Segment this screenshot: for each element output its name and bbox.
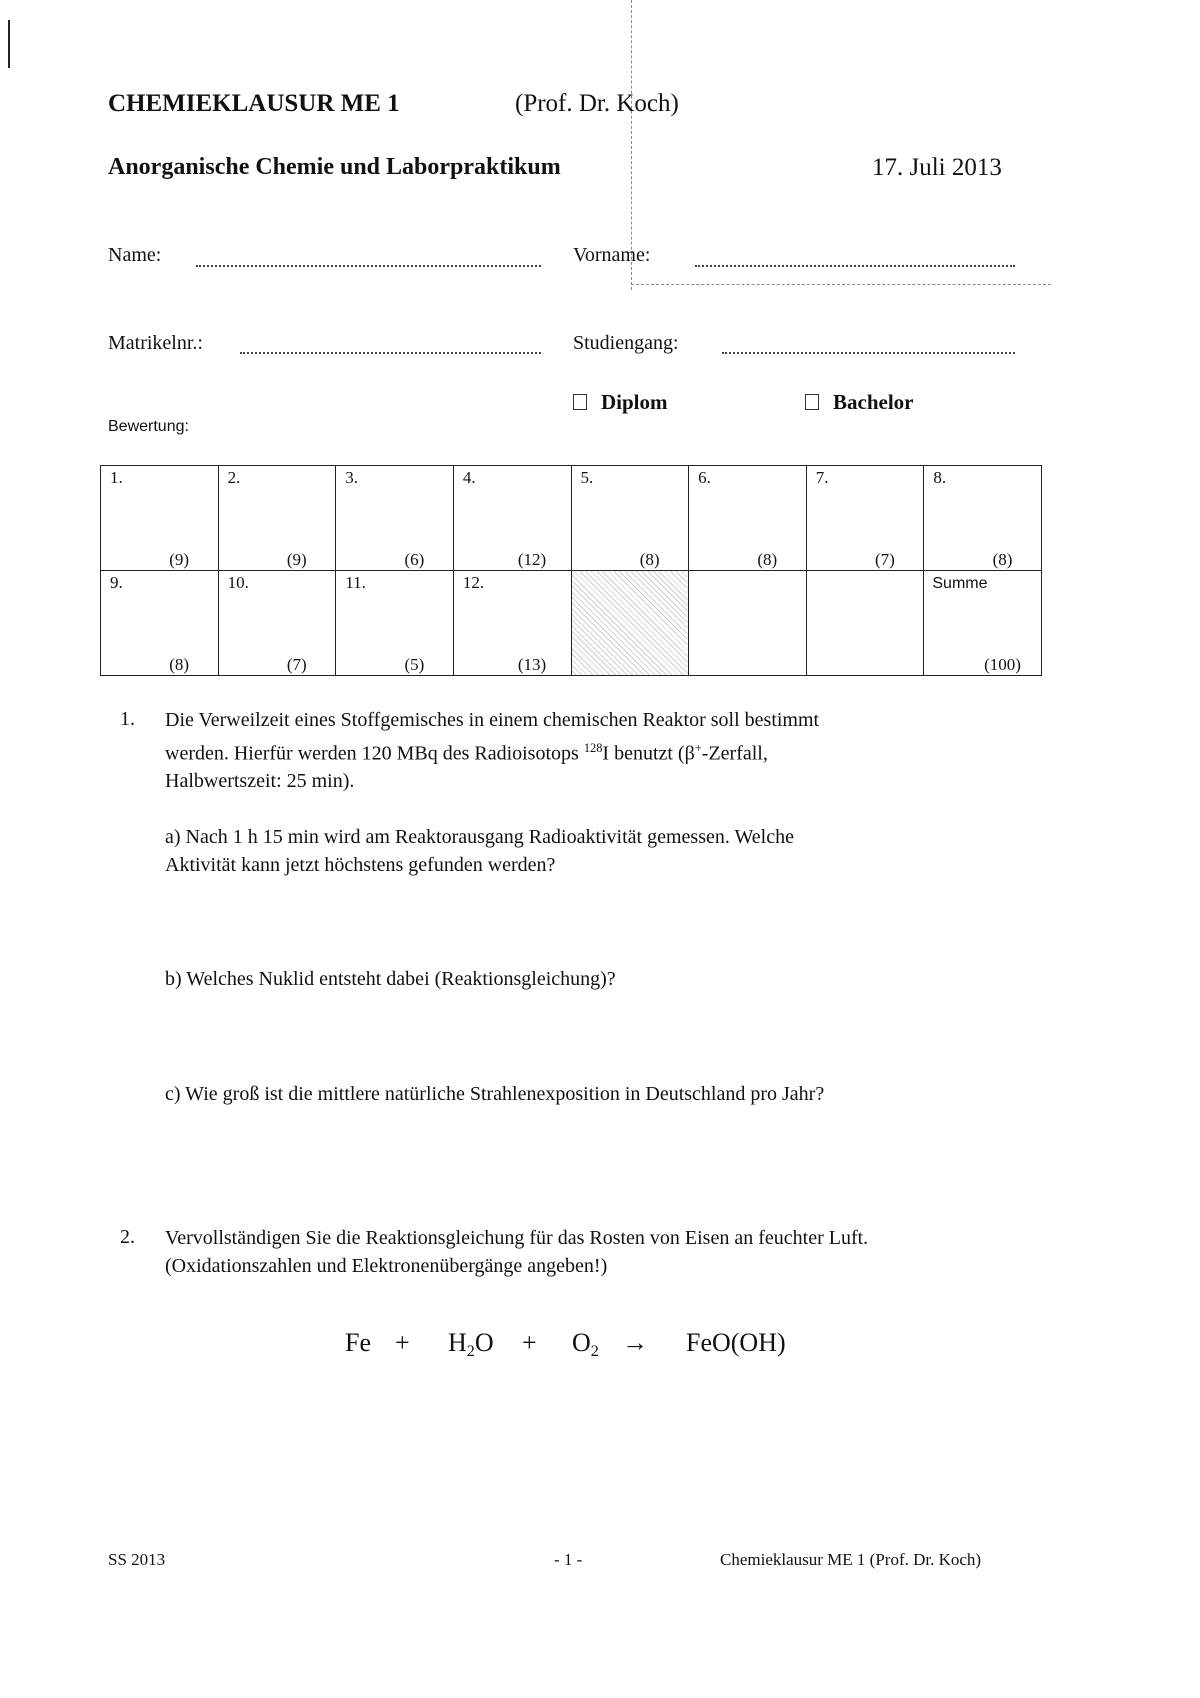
grade-cell[interactable]: 10. (7) xyxy=(218,571,336,676)
bachelor-checkbox[interactable] xyxy=(805,394,819,410)
eq-product: FeO(OH) xyxy=(686,1328,786,1357)
grade-cell[interactable]: 4. (12) xyxy=(453,466,571,571)
diplom-label: Diplom xyxy=(601,390,668,414)
grade-cell[interactable]: 2. (9) xyxy=(218,466,336,571)
task1-number: 1. xyxy=(120,708,135,730)
option-diplom[interactable] xyxy=(573,390,668,415)
task1-part-c: c) Wie groß ist die mittlere natürliche Strahlenexposition in Deutschland pro Jahr? xyxy=(165,1083,825,1105)
grading-table xyxy=(100,465,1042,676)
eq-arrow: → xyxy=(622,1328,648,1357)
grade-cell[interactable]: 9. (8) xyxy=(101,571,219,676)
grade-cell[interactable]: 11. (5) xyxy=(336,571,454,676)
vorname-label: Vorname: xyxy=(573,244,651,266)
eq-iron: Fe xyxy=(345,1328,371,1357)
grade-cell[interactable]: 1. (9) xyxy=(101,466,219,571)
bachelor-label: Bachelor xyxy=(833,390,914,414)
diplom-checkbox[interactable] xyxy=(573,394,587,410)
vorname-field[interactable] xyxy=(695,265,1015,267)
eq-plus-2: + xyxy=(522,1328,537,1357)
option-bachelor[interactable] xyxy=(805,390,913,415)
professor-name: (Prof. Dr. Koch) xyxy=(515,90,679,117)
task1-part-a: a) Nach 1 h 15 min wird am Reaktorausgang Radioaktivität gemessen. Welche Aktivität kann jetzt höchstens gefunden werden? xyxy=(165,826,794,876)
grade-cell[interactable]: 3. (6) xyxy=(336,466,454,571)
footer-exam-title: Chemieklausur ME 1 (Prof. Dr. Koch) xyxy=(720,1550,982,1569)
grade-cell-empty xyxy=(689,571,807,676)
grade-cell-hatched xyxy=(571,571,689,676)
exam-title: CHEMIEKLAUSUR ME 1 xyxy=(108,90,400,117)
task1-intro: Die Verweilzeit eines Stoffgemisches in einem chemischen Reaktor soll bestimmt werden. Hierfür werden 120 MBq des Radioisotops $^{128}$I benutzt (β+-Zerfall, Halbwertszeit: 25 min). xyxy=(165,709,820,793)
eq-plus-1: + xyxy=(395,1328,410,1357)
bewertung-label: Bewertung: xyxy=(108,418,189,435)
grade-cell[interactable]: 7. (7) xyxy=(806,466,924,571)
matrikel-label: Matrikelnr.: xyxy=(108,332,203,354)
task2-number: 2. xyxy=(120,1226,135,1248)
name-label: Name: xyxy=(108,244,162,266)
grade-cell[interactable]: 6. (8) xyxy=(689,466,807,571)
grading-row-1 xyxy=(101,466,1042,571)
studiengang-field[interactable] xyxy=(722,352,1015,354)
fold-line-horizontal xyxy=(631,284,1051,285)
grading-row-2 xyxy=(101,571,1042,676)
grade-cell[interactable]: 12. (13) xyxy=(453,571,571,676)
exam-date: 17. Juli 2013 xyxy=(872,154,1002,181)
grade-cell[interactable]: 5. (8) xyxy=(571,466,689,571)
grade-cell-empty xyxy=(806,571,924,676)
sum-cell[interactable]: Summe (100) xyxy=(924,571,1042,676)
scan-edge-mark xyxy=(8,20,10,68)
grade-cell[interactable]: 8. (8) xyxy=(924,466,1042,571)
exam-subtitle: Anorganische Chemie und Laborpraktikum xyxy=(108,154,561,180)
studiengang-label: Studiengang: xyxy=(573,332,679,354)
footer-page-number: - 1 - xyxy=(554,1550,583,1569)
task2-text: Vervollständigen Sie die Reaktionsgleichung für das Rosten von Eisen an feuchter Luft. (Oxidationszahlen und Elektronenübergänge angeben!) xyxy=(165,1227,869,1277)
name-field[interactable] xyxy=(196,265,541,267)
matrikel-field[interactable] xyxy=(240,352,541,354)
eq-oxygen: $O_2$ xyxy=(572,1328,599,1360)
eq-water: $H_2O$ xyxy=(448,1328,494,1360)
footer-semester: SS 2013 xyxy=(108,1550,166,1569)
task1-part-b: b) Welches Nuklid entsteht dabei (Reaktionsgleichung)? xyxy=(165,968,616,990)
